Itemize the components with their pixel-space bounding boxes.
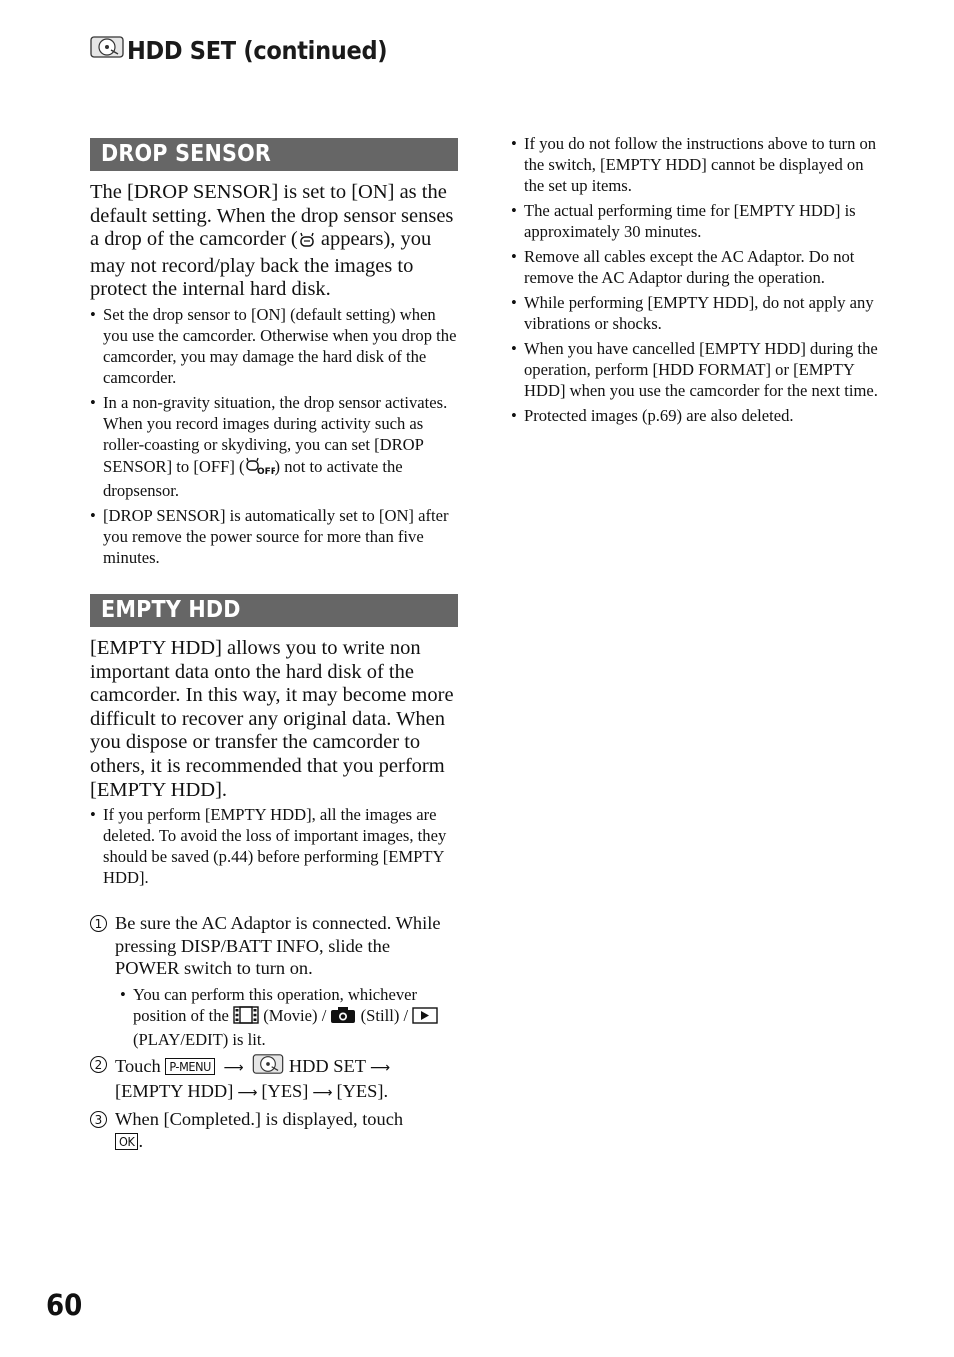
page-title: HDD SET (continued): [127, 35, 388, 65]
left-column: [90, 138, 458, 1156]
page-number: 60: [46, 1288, 83, 1322]
movie-icon: [233, 1006, 259, 1029]
camera-icon: [330, 1006, 356, 1029]
hdd-icon: [90, 35, 124, 65]
step-1: 1 Be sure the AC Adaptor is connected. While pressing DISP/BATT INFO, slide the POWER switch to turn on.: [90, 912, 458, 980]
arrow-right-icon: ⟶: [237, 1085, 258, 1102]
list-item: • You can perform this operation, whichever position of the (Movie) / (Still) / (PLAY/EDIT) is lit.: [120, 984, 458, 1050]
hdd-icon: [252, 1053, 284, 1081]
list-item: • Set the drop sensor to [ON] (default setting) when you use the camcorder. Otherwise when you drop the camcorder, you may damage the hard disk of the camcorder.: [90, 304, 458, 388]
drop-sensor-off-icon: [245, 455, 275, 480]
step-number: 2: [90, 1056, 107, 1073]
page-header: [90, 30, 387, 70]
empty-hdd-cautions: [511, 133, 881, 426]
step-number: 1: [90, 915, 107, 932]
list-item: • [DROP SENSOR] is automatically set to [ON] after you remove the power source for more than five minutes.: [90, 505, 458, 568]
list-item: • Protected images (p.69) are also deleted.: [511, 405, 881, 426]
list-item: • The actual performing time for [EMPTY HDD] is approximately 30 minutes.: [511, 200, 881, 242]
step-2: 2 Touch P-MENU ⟶ HDD SET ⟶ [EMPTY HDD] ⟶ [YES] ⟶ [YES].: [90, 1053, 458, 1105]
step-1-notes: [120, 984, 458, 1050]
arrow-right-icon: ⟶: [223, 1059, 244, 1076]
drop-sensor-icon: [298, 230, 316, 255]
step-number: 3: [90, 1111, 107, 1128]
svg-text:OFF: OFF: [256, 466, 275, 475]
empty-hdd-description: [EMPTY HDD] allows you to write non important data onto the hard disk of the camcorder. In this way, it may become more difficult to recover any original data. When you dispose or transfer the camcorder to others, it is recommended that you perform [EMPTY HDD].: [90, 636, 454, 801]
list-item: • When you have cancelled [EMPTY HDD] during the operation, perform [HDD FORMAT] or [EMPTY HDD] when you use the camcorder for the next time.: [511, 338, 881, 401]
section-heading-drop-sensor: DROP SENSOR: [90, 138, 458, 171]
empty-hdd-steps: [90, 912, 458, 1153]
list-item: • If you perform [EMPTY HDD], all the images are deleted. To avoid the loss of important images, they should be saved (p.44) before performing [EMPTY HDD].: [90, 804, 458, 888]
ok-button[interactable]: OK: [115, 1133, 138, 1150]
list-item: • Remove all cables except the AC Adaptor. Do not remove the AC Adaptor during the operation.: [511, 246, 881, 288]
drop-sensor-description: The [DROP SENSOR] is set to [ON] as the default setting. When the drop sensor senses a drop of the camcorder ( appears), you may not record/play back the images to protect the internal hard disk.: [90, 181, 454, 301]
empty-hdd-notes: [90, 804, 458, 888]
drop-sensor-notes: [90, 304, 458, 568]
p-menu-button[interactable]: P-MENU: [165, 1058, 215, 1075]
arrow-right-icon: ⟶: [369, 1059, 391, 1076]
section-heading-empty-hdd: EMPTY HDD: [90, 594, 458, 627]
arrow-right-icon: ⟶: [312, 1085, 333, 1102]
list-item: • While performing [EMPTY HDD], do not apply any vibrations or shocks.: [511, 292, 881, 334]
list-item: • If you do not follow the instructions above to turn on the switch, [EMPTY HDD] cannot be displayed on the set up items.: [511, 133, 881, 196]
list-item: • In a non-gravity situation, the drop sensor activates. When you record images during activity such as roller-coasting or skydiving, you can set [DROP SENSOR] to [OFF] ( OFF ) not to activate the dropsensor.: [90, 392, 458, 501]
play-edit-icon: [412, 1007, 438, 1029]
step-3: 3 When [Completed.] is displayed, touch OK .: [90, 1108, 458, 1153]
right-column: [511, 133, 881, 430]
